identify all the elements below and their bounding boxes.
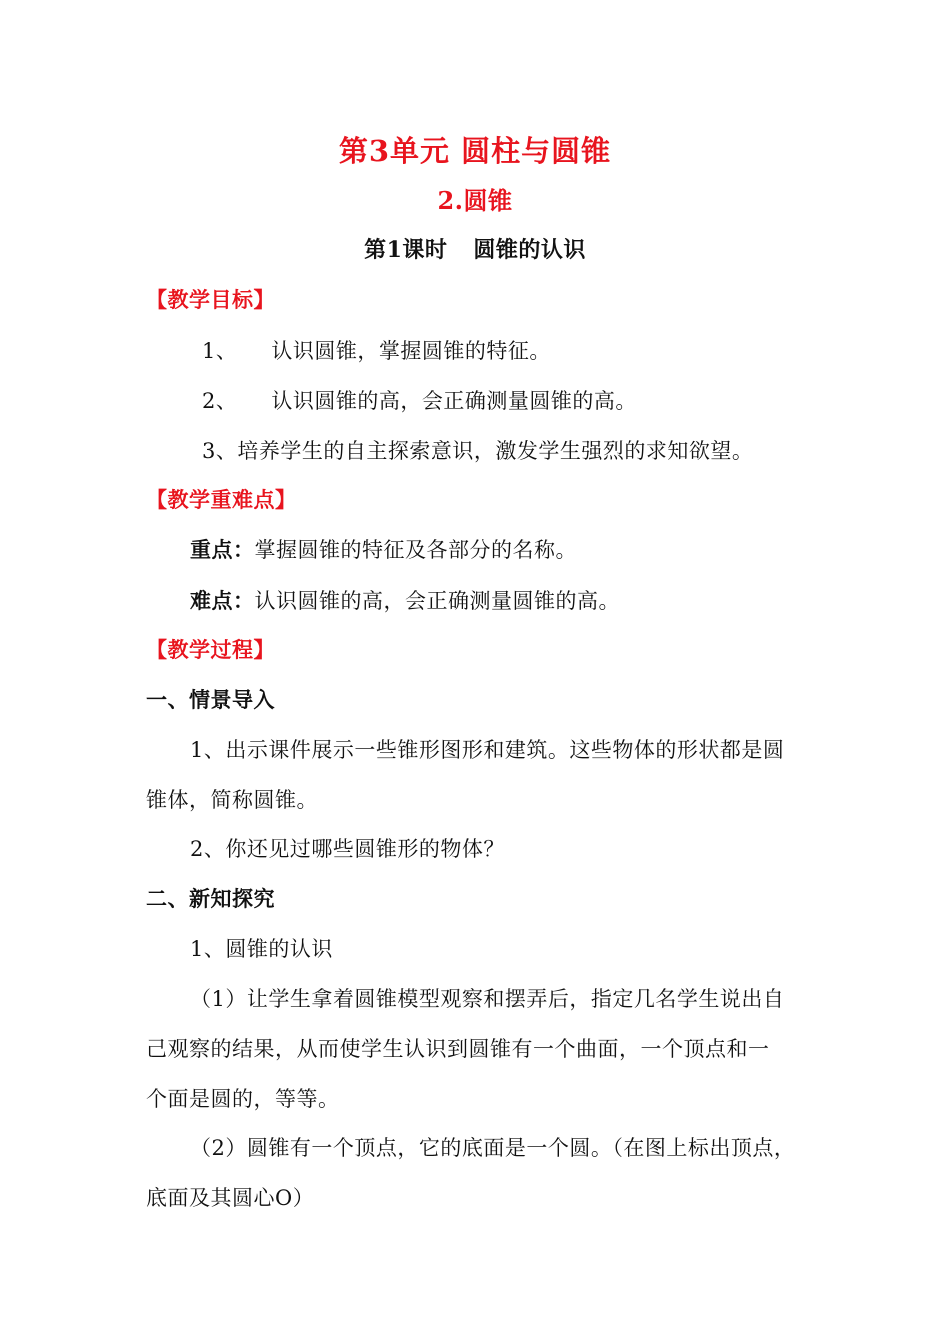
part2-title: 二、新知探究 bbox=[146, 886, 275, 911]
lesson-number: 第1课时 bbox=[364, 237, 448, 263]
objective-item bbox=[202, 386, 637, 416]
unit-title: 第3单元 圆柱与圆锥 bbox=[338, 134, 612, 168]
objective-text: 认识圆锥，掌握圆锥的特征。 bbox=[271, 339, 551, 363]
objective-number: 2、 bbox=[202, 389, 238, 413]
paragraph-line: 1、出示课件展示一些锥形图形和建筑。这些物体的形状都是圆 bbox=[190, 738, 785, 762]
objectives-heading: 【教学目标】 bbox=[146, 287, 275, 312]
section-title: 2.圆锥 bbox=[437, 186, 513, 215]
key-point-text: 掌握圆锥的特征及各部分的名称。 bbox=[254, 538, 577, 562]
objective-number: 1、 bbox=[202, 339, 238, 363]
difficulty-text: 认识圆锥的高，会正确测量圆锥的高。 bbox=[254, 589, 620, 613]
paragraph-line: 己观察的结果，从而使学生认识到圆锥有一个曲面，一个顶点和一 bbox=[146, 1037, 770, 1061]
paragraph-line: （1）让学生拿着圆锥模型观察和摆弄后，指定几名学生说出自 bbox=[190, 987, 785, 1011]
subsection-title: 1、圆锥的认识 bbox=[190, 937, 333, 961]
difficulty-line bbox=[190, 586, 620, 616]
difficulty-label: 难点： bbox=[190, 588, 255, 613]
objective-item: 3、培养学生的自主探索意识，激发学生强烈的求知欲望。 bbox=[202, 439, 754, 463]
objective-text: 认识圆锥的高，会正确测量圆锥的高。 bbox=[271, 389, 637, 413]
paragraph-line: 2、你还见过哪些圆锥形的物体？ bbox=[190, 837, 505, 861]
key-point-line bbox=[190, 535, 577, 565]
paragraph-line: （2）圆锥有一个顶点，它的底面是一个圆。（在图上标出顶点， bbox=[190, 1136, 796, 1160]
lesson-name: 圆锥的认识 bbox=[473, 237, 586, 263]
key-points-heading: 【教学重难点】 bbox=[146, 487, 297, 512]
lesson-title bbox=[0, 234, 950, 266]
process-heading: 【教学过程】 bbox=[146, 637, 275, 662]
part1-title: 一、情景导入 bbox=[146, 687, 275, 712]
objective-item bbox=[202, 336, 551, 366]
key-point-label: 重点： bbox=[190, 537, 255, 562]
paragraph-line: 个面是圆的，等等。 bbox=[146, 1087, 340, 1111]
paragraph-line: 锥体，简称圆锥。 bbox=[146, 788, 318, 812]
paragraph-line: 底面及其圆心O） bbox=[146, 1186, 315, 1210]
